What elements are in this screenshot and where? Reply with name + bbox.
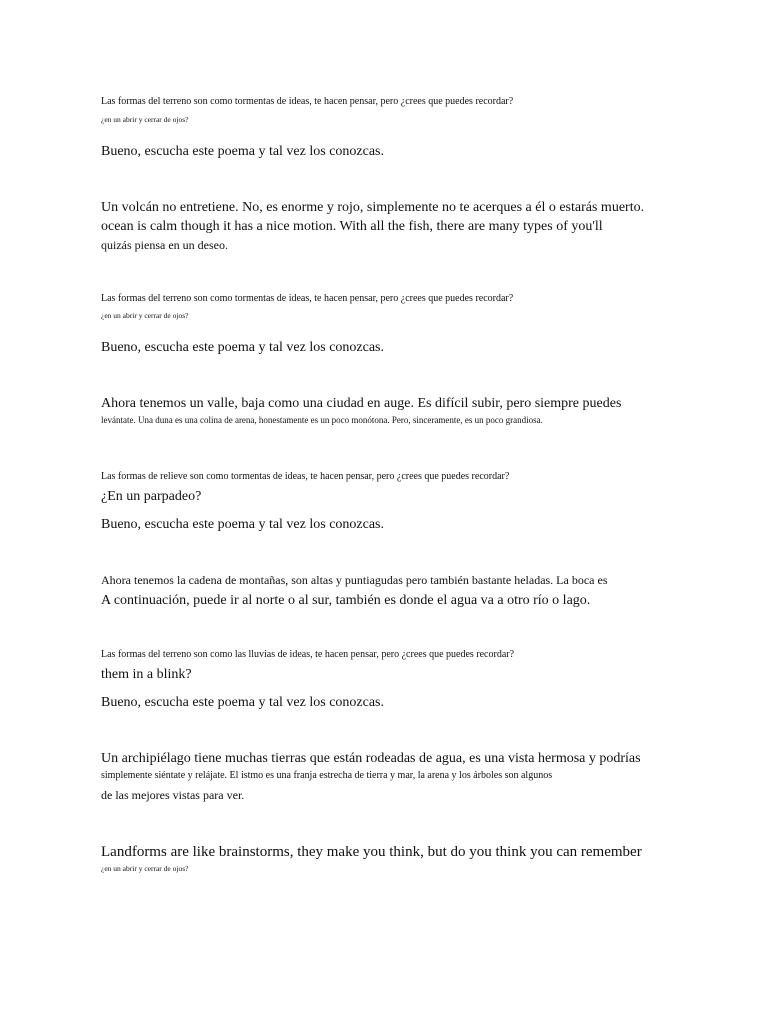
refrain-question: Las formas del terreno son como las lluvias de ideas, te hacen pensar, pero ¿crees que puedes recordar? <box>101 649 515 660</box>
refrain-blink: ¿en un abrir y cerrar de ojos? <box>101 311 189 320</box>
refrain-blink: ¿en un abrir y cerrar de ojos? <box>101 864 189 873</box>
verse-line: Ahora tenemos un valle, baja como una ciudad en auge. Es difícil subir, pero siempre puedes <box>101 396 622 411</box>
refrain-listen: Bueno, escucha este poema y tal vez los conozcas. <box>101 340 385 355</box>
refrain-blink: ¿en un abrir y cerrar de ojos? <box>101 115 189 124</box>
verse-line: simplemente siéntate y relájate. El istmo es una franja estrecha de tierra y mar, la arena y los árboles son algunos <box>101 770 553 781</box>
refrain-blink: them in a blink? <box>101 667 192 682</box>
verse-line: Un archipiélago tiene muchas tierras que están rodeadas de agua, es una vista hermosa y podrías <box>101 751 641 766</box>
verse-line: quizás piensa en un deseo. <box>101 238 228 252</box>
verse-line: ocean is calm though it has a nice motion. With all the fish, there are many types of you'll <box>101 219 603 234</box>
refrain-listen: Bueno, escucha este poema y tal vez los conozcas. <box>101 695 385 710</box>
verse-line: de las mejores vistas para ver. <box>101 788 245 802</box>
refrain-question: Las formas del terreno son como tormentas de ideas, te hacen pensar, pero ¿crees que puedes recordar? <box>101 96 514 107</box>
refrain-blink: ¿En un parpadeo? <box>101 489 202 504</box>
refrain-question: Landforms are like brainstorms, they make you think, but do you think you can remember <box>101 844 642 860</box>
refrain-listen: Bueno, escucha este poema y tal vez los conozcas. <box>101 144 385 159</box>
verse-line: Ahora tenemos la cadena de montañas, son altas y puntiagudas pero también bastante heladas. La boca es <box>101 573 608 587</box>
verse-line: Un volcán no entretiene. No, es enorme y rojo, simplemente no te acerques a él o estarás muerto. <box>101 200 645 215</box>
refrain-question: Las formas de relieve son como tormentas de ideas, te hacen pensar, pero ¿crees que puedes recordar? <box>101 471 510 482</box>
refrain-listen: Bueno, escucha este poema y tal vez los conozcas. <box>101 517 385 532</box>
refrain-question: Las formas del terreno son como tormentas de ideas, te hacen pensar, pero ¿crees que puedes recordar? <box>101 293 514 304</box>
verse-line: A continuación, puede ir al norte o al sur, también es donde el agua va a otro río o lago. <box>101 593 591 608</box>
verse-line: levántate. Una duna es una colina de arena, honestamente es un poco monótona. Pero, sinceramente, es un poco grandiosa. <box>101 415 543 425</box>
